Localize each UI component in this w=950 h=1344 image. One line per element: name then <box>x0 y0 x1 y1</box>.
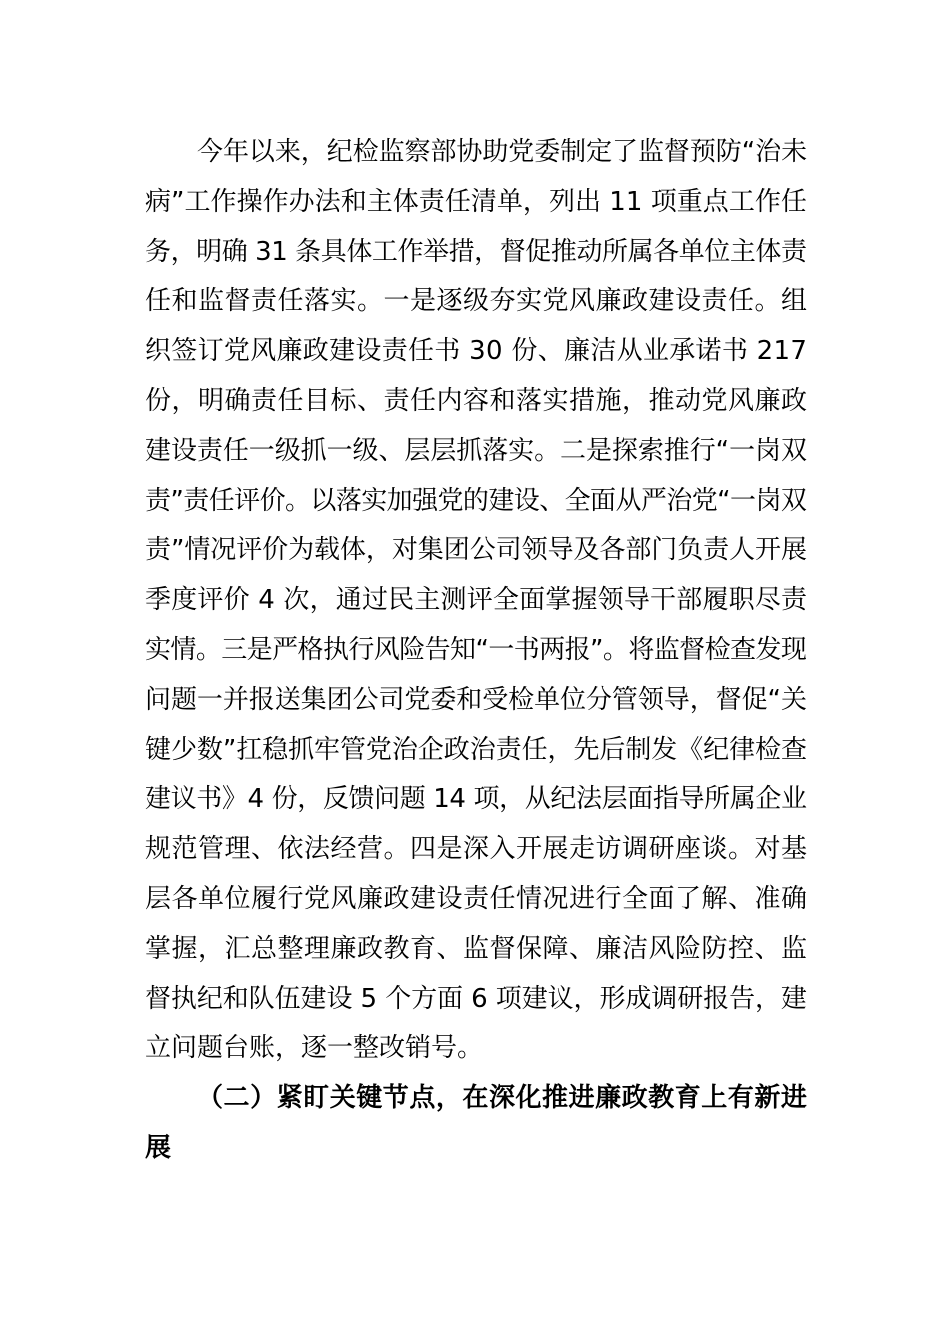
heading-line: 展 <box>145 1132 172 1163</box>
text-line: 份，明确责任目标、责任内容和落实措施，推动党风廉政 <box>145 385 808 416</box>
text-line: 建设责任一级抓一级、层层抓落实。二是探索推行“一岗双 <box>145 435 807 466</box>
paragraph-responsibility <box>145 128 807 1074</box>
text-line: 掌握，汇总整理廉政教育、监督保障、廉洁风险防控、监 <box>145 933 808 964</box>
text-line: 季度评价 4 次，通过民主测评全面掌握领导干部履职尽责 <box>145 585 808 616</box>
text-line: 务，明确 31 条具体工作举措，督促推动所属各单位主体责 <box>145 236 807 267</box>
text-line: 键少数”扛稳抓牢管党治企政治责任，先后制发《纪律检查 <box>145 734 807 765</box>
text-line: 立问题台账，逐一整改销号。 <box>145 1033 484 1064</box>
text-line: 规范管理、依法经营。四是深入开展走访调研座谈。对基 <box>145 834 808 865</box>
text-line: 今年以来，纪检监察部协助党委制定了监督预防“治未 <box>197 137 808 167</box>
text-line: 实情。三是严格执行风险告知“一书两报”。将监督检查发现 <box>145 634 807 665</box>
text-line: 责”情况评价为载体，对集团公司领导及各部门负责人开展 <box>145 535 807 566</box>
text-line: 织签订党风廉政建设责任书 30 份、廉洁从业承诺书 217 <box>145 336 808 367</box>
text-line: 任和监督责任落实。一是逐级夯实党风廉政建设责任。组 <box>145 286 808 317</box>
text-line: 建议书》4 份，反馈问题 14 项，从纪法层面指导所属企业 <box>145 784 807 815</box>
text-line: 问题一并报送集团公司党委和受检单位分管领导，督促“关 <box>145 684 807 715</box>
heading-line: （二）紧盯关键节点，在深化推进廉政教育上有新进 <box>197 1083 808 1114</box>
text-line: 责”责任评价。以落实加强党的建设、全面从严治党“一岗双 <box>145 485 807 516</box>
text-line: 督执纪和队伍建设 5 个方面 6 项建议，形成调研报告，建 <box>145 983 807 1014</box>
text-line: 层各单位履行党风廉政建设责任情况进行全面了解、准确 <box>145 883 808 914</box>
section-heading-2 <box>145 1074 807 1174</box>
document-body <box>145 128 807 1174</box>
text-line: 病”工作操作办法和主体责任清单，列出 11 项重点工作任 <box>145 186 807 217</box>
